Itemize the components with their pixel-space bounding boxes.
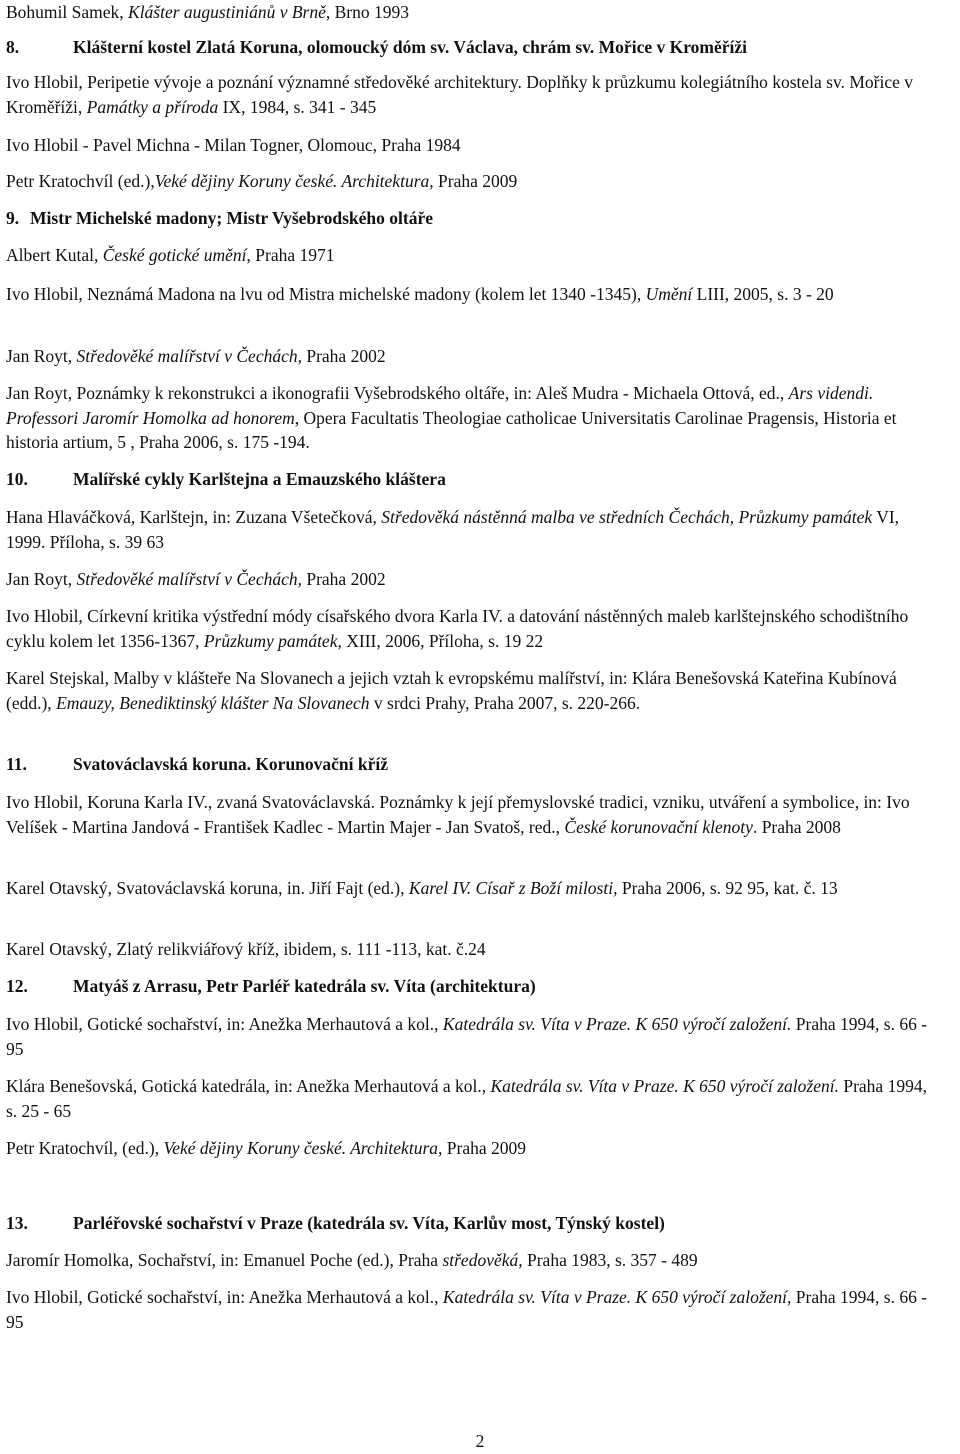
- section-heading: [6, 752, 942, 777]
- entry-text: Praha 2002: [301, 346, 386, 366]
- entry-italic-title: Středověké malířství v Čechách,: [76, 346, 302, 366]
- entry-text: VI, 1999. Příloha, s. 39 63: [6, 507, 900, 552]
- entry-text: Petr Kratochvíl (ed.),: [6, 171, 155, 191]
- entry-italic-title: Emauzy, Benediktinský klášter Na Slovanech: [56, 692, 370, 713]
- entry-italic-title: Veké dějiny Koruny české. Architektura,: [163, 1138, 443, 1158]
- entry-text: Ivo Hlobil, Peripetie vývoje a poznání významné středověké architektury. Doplňky k průzkumu kolegiátního kostela sv. Mořice v Kroměříži,: [6, 72, 914, 117]
- entry-text: Petr Kratochvíl, (ed.),: [6, 1138, 164, 1158]
- entry-italic-title: Ars videndi. Professori Jaromír Homolka ad honorem: [6, 383, 874, 428]
- entry-text: v srdci Prahy, Praha 2007, s. 220-266.: [369, 692, 641, 713]
- section-heading: [6, 467, 942, 492]
- entry-text: XIII, 2006, Příloha, s. 19 22: [341, 630, 544, 651]
- section-number: 11.: [6, 754, 27, 774]
- entry-italic-title: České gotické umění: [102, 245, 247, 265]
- entry-italic-title: Středověké malířství v Čechách,: [76, 569, 302, 589]
- section-title: Svatováclavská koruna. Korunovační kříž: [73, 754, 389, 774]
- entry-text: Ivo Hlobil, Gotické sochařství, in: Anežka Merhautová a kol.,: [6, 1287, 443, 1307]
- entry-text: Jan Royt, Poznámky k rekonstrukci a ikonografii Vyšebrodského oltáře, in: Aleš Mudra - Michaela Ottová, ed.,: [6, 383, 789, 403]
- bibliography-entry: [6, 876, 942, 901]
- entry-text: , Opera Facultatis Theologiae catholicae Universitatis Carolinae Pragensis, Historia et historia artium, 5 , Praha 2006, s. 175 -194.: [6, 407, 897, 452]
- entry-text: LIII, 2005, s. 3 - 20: [692, 284, 834, 304]
- bibliography-entry: [6, 505, 942, 554]
- bibliography-entry: [6, 1074, 942, 1123]
- entry-text: Klára Benešovská, Gotická katedrála, in: Anežka Merhautová a kol.,: [6, 1076, 491, 1096]
- entry-text: Praha 2009: [433, 171, 518, 191]
- entry-text: Karel Stejskal, Malby v klášteře Na Slovanech a jejich vztah k evropskému malířství, in: Klára Benešovská Kateřina Kubínová (edd.),: [6, 668, 897, 713]
- entry-text: Praha 2006, s. 92 95, kat. č. 13: [617, 878, 838, 898]
- entry-text: Praha 1994, s. 66 - 95: [6, 1014, 928, 1059]
- section-title: Klášterní kostel Zlatá Koruna, olomoucký dóm sv. Václava, chrám sv. Mořice v Kroměříži: [73, 37, 748, 57]
- page-number: 2: [475, 1431, 485, 1451]
- entry-italic-title: Umění: [645, 284, 693, 304]
- section-heading: [6, 206, 942, 231]
- entry-italic-title: Průzkumy památek,: [203, 630, 342, 651]
- entry-text: IX, 1984, s. 341 - 345: [218, 96, 377, 117]
- entry-italic-title: České korunovační klenoty: [564, 816, 753, 837]
- entry-text: Jaromír Homolka, Sochařství, in: Emanuel Poche (ed.), Praha: [6, 1250, 443, 1270]
- entry-text: Hana Hlaváčková, Karlštejn, in: Zuzana Všetečková,: [6, 507, 382, 527]
- bibliography-entry: [6, 1248, 942, 1273]
- bibliography-entry: [6, 344, 942, 369]
- section-number: 12.: [6, 976, 28, 996]
- entry-text: Praha 2002: [301, 569, 386, 589]
- entry-text: Karel Otavský, Zlatý relikviářový kříž, ibidem, s. 111 -113, kat. č.24: [6, 939, 486, 959]
- entry-text: , Praha 1971: [246, 245, 335, 265]
- section-heading: [6, 974, 942, 999]
- entry-italic-title: Klášter augustiniánů v Brně: [128, 2, 326, 22]
- entry-text: Ivo Hlobil, Koruna Karla IV., zvaná Svatováclavská. Poznámky k její přemyslovské tradici, vzniku, utváření a symbolice, in: Ivo Velíšek - Martina Jandová - František Kadlec - Martin Majer - Jan Svatoš, red.,: [6, 792, 910, 837]
- entry-text: Praha 2009: [442, 1138, 526, 1158]
- section-number: 8.: [6, 37, 20, 57]
- bibliography-entry: [6, 937, 942, 962]
- entry-text: Bohumil Samek,: [6, 2, 129, 22]
- entry-text: Karel Otavský, Svatováclavská koruna, in. Jiří Fajt (ed.),: [6, 878, 409, 898]
- bibliography-entry: [6, 243, 942, 268]
- bibliography-entry: [6, 604, 942, 653]
- section-heading: [6, 1211, 942, 1236]
- bibliography-entry: [6, 282, 942, 307]
- entry-italic-title: Katedrála sv. Víta v Praze. K 650 výročí založení.: [490, 1076, 839, 1096]
- section-title: Parléřovské sochařství v Praze (katedrála sv. Víta, Karlův most, Týnský kostel): [73, 1213, 665, 1233]
- entry-text: Jan Royt,: [6, 569, 77, 589]
- entry-italic-title: Katedrála sv. Víta v Praze. K 650 výročí založení,: [442, 1287, 792, 1307]
- section-number: 10.: [6, 469, 28, 489]
- entry-text: . Praha 2008: [752, 816, 841, 837]
- entry-italic-title: Středověká nástěnná malba ve středních Čechách, Průzkumy památek: [381, 507, 873, 527]
- entry-italic-title: Karel IV. Císař z Boží milosti,: [408, 878, 618, 898]
- entry-text: , Brno 1993: [325, 2, 409, 22]
- entry-text: Albert Kutal,: [6, 245, 103, 265]
- bibliography-entry: [6, 1285, 942, 1334]
- entry-italic-title: Katedrála sv. Víta v Praze. K 650 výročí založení.: [442, 1014, 792, 1034]
- entry-text: Ivo Hlobil, Neznámá Madona na lvu od Mistra michelské madony (kolem let 1340 -1345),: [6, 284, 646, 304]
- entry-italic-title: Památky a příroda: [86, 96, 219, 117]
- section-title: Mistr Michelské madony; Mistr Vyšebrodského oltáře: [30, 208, 433, 228]
- entry-text: Jan Royt,: [6, 346, 77, 366]
- bibliography-entry: [6, 666, 942, 715]
- entry-text: Praha 1994, s. 25 - 65: [6, 1076, 927, 1121]
- bibliography-entry: [6, 790, 942, 839]
- section-heading: [6, 35, 942, 60]
- bibliography-entry: [6, 0, 942, 25]
- bibliography-entry: [6, 1136, 942, 1161]
- section-number: 13.: [6, 1213, 28, 1233]
- bibliography-entry: [6, 133, 942, 158]
- section-title: Matyáš z Arrasu, Petr Parléř katedrála sv. Víta (architektura): [73, 976, 536, 996]
- entry-italic-title: Veké dějiny Koruny české. Architektura,: [154, 171, 434, 191]
- bibliography-entry: [6, 1012, 942, 1061]
- bibliography-entry: [6, 169, 942, 194]
- entry-text: Ivo Hlobil, Církevní kritika výstřední módy císařského dvora Karla IV. a datování nástěnných maleb karlštejnského schodištního cyklu kolem let 1356-1367,: [6, 606, 909, 651]
- section-title: Malířské cykly Karlštejna a Emauzského kláštera: [73, 469, 446, 489]
- bibliography-entry: [6, 381, 942, 455]
- entry-text: Praha 1994, s. 66 - 95: [6, 1287, 928, 1332]
- entry-text: Ivo Hlobil - Pavel Michna - Milan Togner, Olomouc, Praha 1984: [6, 135, 461, 155]
- section-number: 9.: [6, 208, 20, 228]
- bibliography-entry: [6, 70, 942, 119]
- bibliography-entry: [6, 567, 942, 592]
- entry-text: Praha 1983, s. 357 - 489: [522, 1250, 698, 1270]
- entry-text: Ivo Hlobil, Gotické sochařství, in: Anežka Merhautová a kol.,: [6, 1014, 443, 1034]
- entry-italic-title: středověká,: [442, 1250, 523, 1270]
